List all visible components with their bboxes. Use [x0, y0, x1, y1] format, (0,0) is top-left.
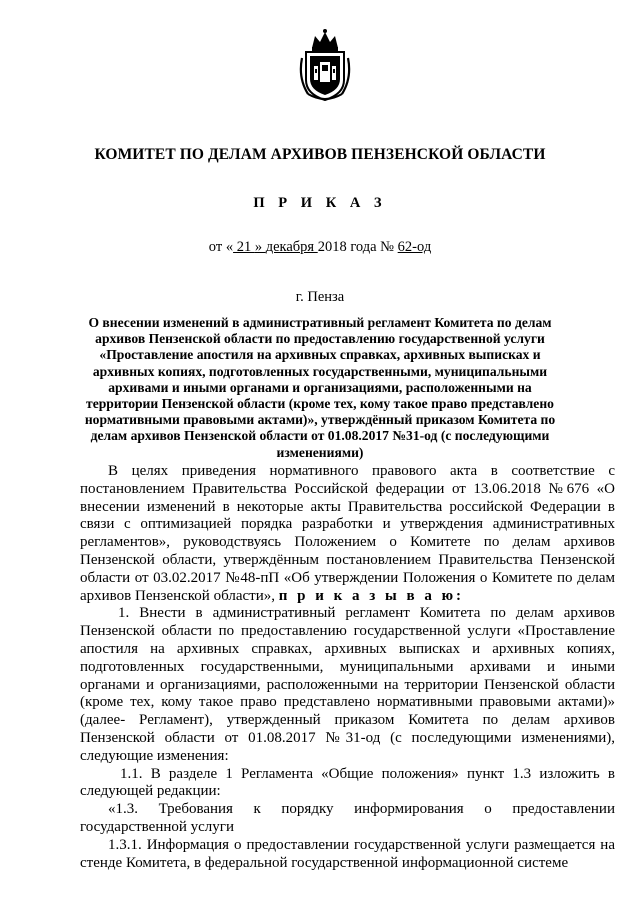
date-mid: »	[254, 239, 266, 255]
item-1-3-1-paragraph: 1.3.1. Информация о предоставлении государственной услуги размещается на стенде Комитета, в федеральной государственной информационной системе	[80, 836, 615, 871]
item-1-paragraph: 1. Внести в административный регламент Комитета по делам архивов Пензенской области по предоставлению государственной услуги «Проставление апостиля на архивных справках, архивных выписках и архивных копиях, подготовленных государственными, муниципальными архивами и иными органами и организациями, расположенными на территории Пензенской области (кроме тех, кому такое право представлено нормативными правовыми актами)» (далее- Регламент), утвержденный приказом Комитета по делам архивов Пензенской области от 01.08.2017 №31-од (с последующими изменениями), следующие изменения:	[80, 605, 615, 764]
authority-title: КОМИТЕТ ПО ДЕЛАМ АРХИВОВ ПЕНЗЕНСКОЙ ОБЛАСТИ	[94, 146, 546, 163]
preamble-text: В целях приведения нормативного правового акта в соответствие с постановлением Правительства Российской федерации от 13.06.2018 №676 «О внесении изменений в некоторые акты Правительства российской Федерации в связи с оптимизацией порядка разработки и утверждения административных регламентов», руководствуясь Положением о Комитете по делам архивов Пензенской области, утверждённым постановлением Правительства Пензенской области от 03.02.2017 №48-пП «Об утверждении Положения о Комитете по делам архивов Пензенской области»,	[80, 463, 615, 604]
item-1-1-paragraph: 1.1. В разделе 1 Регламента «Общие положения» пункт 1.3 изложить в следующей редакции:	[80, 765, 615, 800]
date-month: декабря	[265, 239, 318, 255]
city: г. Пенза	[295, 289, 345, 305]
item-1-3-paragraph: «1.3. Требования к порядку информирования о предоставлении государственной услуги	[80, 801, 615, 835]
order-number: 62-од	[397, 239, 432, 255]
date-day: 21	[233, 239, 255, 255]
date-line	[0, 239, 640, 256]
order-word: п р и к а з ы в а ю:	[278, 587, 465, 604]
date-year: 2018 года №	[317, 239, 398, 255]
document-body	[80, 463, 615, 872]
document-type: П Р И К А З	[253, 195, 387, 211]
date-prefix: от «	[208, 239, 234, 255]
penza-coat-of-arms-icon	[298, 28, 352, 104]
subject-heading: О внесении изменений в административный регламент Комитета по делам архивов Пензенской области по предоставлению государственной услуги «Проставление апостиля на архивных справках, архивных выписках и архивных копиях, подготовленных государственными, муниципальными архивами и иными органами и организациями, расположенными на территории Пензенской области (кроме тех, кому такое право представлено нормативными правовыми актами)», утверждённый приказом Комитета по делам архивов Пензенской области от 01.08.2017 №31-од (с последующими изменениями)	[84, 315, 556, 460]
preamble-paragraph	[80, 463, 615, 605]
